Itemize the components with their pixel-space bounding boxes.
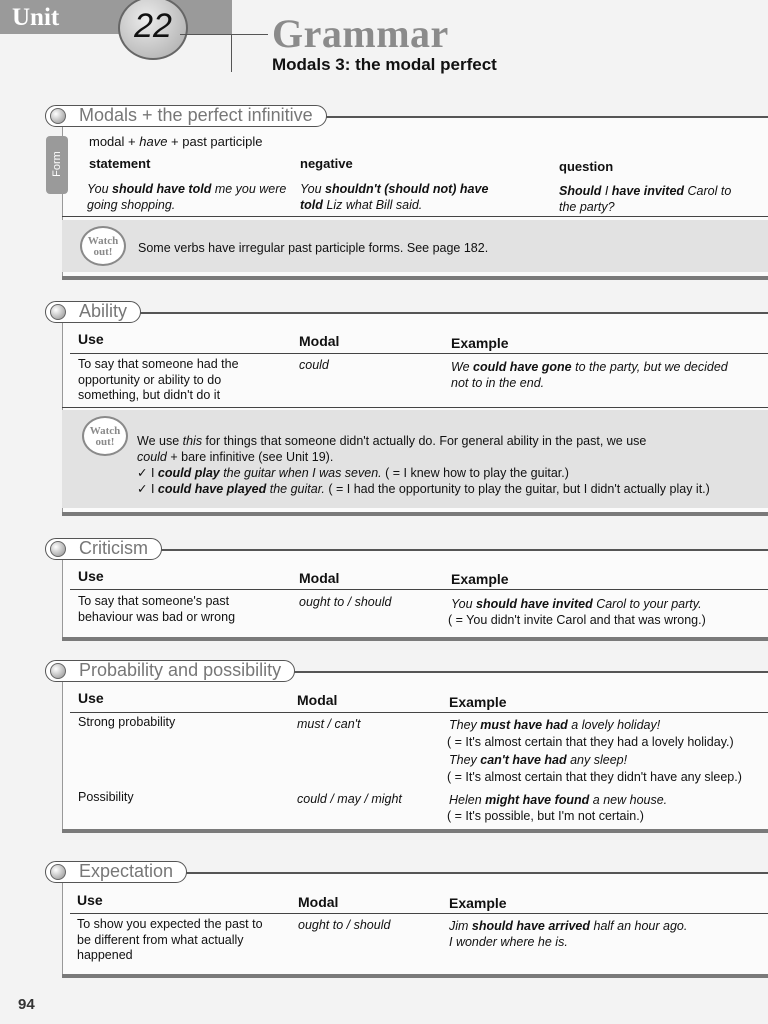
emphasis: should have invited — [476, 597, 593, 611]
example-question — [559, 184, 739, 215]
text: They — [449, 718, 481, 732]
watch-line — [137, 465, 767, 481]
emphasis: Should — [559, 184, 602, 198]
bullet-icon — [50, 864, 66, 880]
section-title-text: Modals + the perfect infinitive — [79, 105, 313, 125]
text: You — [300, 182, 326, 196]
italic: could — [137, 450, 167, 464]
modal-cell: must / can't — [297, 717, 361, 731]
header-divider-vertical — [231, 34, 232, 72]
header-example: Example — [449, 694, 507, 710]
bullet-icon — [50, 541, 66, 557]
formula-text: + past participle — [167, 134, 263, 149]
section-title-text: Expectation — [79, 861, 174, 881]
text: to the party, but we decided not to in the end. — [451, 360, 728, 390]
text: any sleep! — [566, 753, 628, 767]
text: We — [451, 360, 473, 374]
use-cell: To say that someone had the opportunity or ability to do something, but didn't do it — [78, 357, 239, 402]
text: half an hour ago. — [590, 919, 688, 933]
watch-out-icon: Watch out! — [82, 416, 128, 456]
use-cell: To say that someone's past behaviour was bad or wrong — [78, 594, 236, 624]
example-statement — [87, 182, 287, 213]
emphasis: can't have had — [480, 753, 567, 767]
section-expectation — [62, 860, 768, 974]
watch-out-text: Some verbs have irregular past participle forms. See page 182. — [138, 241, 489, 255]
text: Helen — [449, 793, 486, 807]
text: a lovely holiday! — [567, 718, 661, 732]
emphasis: shouldn't (should not) have told — [300, 182, 489, 212]
section-title — [45, 301, 141, 323]
italic: the guitar. — [266, 482, 325, 496]
example-negative — [300, 182, 510, 213]
emphasis: should have arrived — [471, 919, 591, 933]
bullet-icon — [50, 108, 66, 124]
example-cell — [449, 793, 667, 809]
modal-cell: could / may / might — [297, 792, 402, 806]
page-number: 94 — [18, 996, 35, 1013]
section-form — [51, 104, 768, 276]
emphasis: should have told — [112, 182, 212, 196]
header-use: Use — [78, 690, 104, 706]
text: Liz what Bill said. — [322, 197, 423, 212]
text: Carol to your party. — [592, 597, 702, 611]
header-example: Example — [451, 571, 509, 587]
text: They — [449, 753, 481, 767]
section-probability — [62, 659, 768, 829]
header-modal: Modal — [299, 570, 340, 586]
emphasis: could play — [157, 466, 220, 480]
check-icon: ✓ — [137, 466, 148, 480]
header-divider — [180, 34, 268, 35]
modal-cell: ought to / should — [298, 918, 391, 932]
header-divider — [70, 712, 768, 713]
section-criticism — [62, 537, 768, 637]
section-title-text: Probability and possibility — [79, 660, 282, 680]
header-modal: Modal — [298, 894, 339, 910]
text: ( = I had the opportunity to play the guitar, but I didn't actually play it.) — [324, 482, 710, 496]
header-divider — [70, 913, 768, 914]
formula-text: modal + — [89, 134, 140, 149]
header-negative: negative — [300, 156, 353, 171]
header-example: Example — [449, 895, 507, 911]
example-line: I wonder where he is. — [449, 935, 568, 949]
emphasis: must have had — [480, 718, 568, 732]
text: me you were going shopping. — [87, 182, 287, 212]
header-use: Use — [77, 892, 103, 908]
text: You — [451, 597, 477, 611]
use-cell: To show you expected the past to be different from what actually happened — [77, 917, 263, 962]
text: ( = I knew how to play the guitar.) — [381, 466, 569, 480]
text: I — [147, 466, 158, 480]
divider — [62, 407, 768, 408]
form-tab — [46, 136, 68, 194]
unit-number-badge — [118, 0, 188, 60]
unit-band — [0, 0, 232, 34]
example-cell — [449, 919, 749, 935]
form-tab-label: Form — [51, 151, 63, 177]
text: We use — [137, 434, 183, 448]
watch-line — [137, 449, 767, 465]
text: You — [87, 182, 113, 196]
header-statement: statement — [89, 156, 151, 171]
page-heading: Grammar — [272, 11, 449, 56]
watch-out-text — [137, 433, 767, 497]
example-note: ( = You didn't invite Carol and that was wrong.) — [448, 613, 706, 627]
header-modal: Modal — [297, 692, 338, 708]
emphasis: might have found — [485, 793, 590, 807]
example-cell — [449, 718, 660, 734]
example-note: ( = It's possible, but I'm not certain.) — [447, 809, 644, 823]
example-cell — [451, 360, 731, 391]
header-divider — [70, 589, 768, 590]
italic: this — [182, 434, 203, 448]
section-title-text: Criticism — [79, 538, 148, 558]
text: I — [601, 184, 612, 198]
section-title-text: Ability — [79, 301, 128, 321]
header-example: Example — [451, 335, 509, 351]
emphasis: could have played — [157, 482, 267, 496]
text: Carol to the party? — [559, 184, 732, 214]
check-icon: ✓ — [137, 482, 148, 496]
example-cell — [451, 597, 751, 613]
header-divider — [70, 353, 768, 354]
watch-out-icon: Watch out! — [80, 226, 126, 266]
example-note: ( = It's almost certain that they didn't have any sleep.) — [447, 770, 742, 784]
italic: the guitar when I was seven. — [219, 466, 382, 480]
use-cell: Possibility — [78, 790, 134, 804]
watch-line — [137, 481, 767, 497]
text: + bare infinitive (see Unit 19). — [166, 450, 334, 464]
divider — [62, 216, 768, 217]
form-formula — [89, 134, 262, 150]
text: for things that someone didn't actually do. For general ability in the past, we use — [202, 434, 647, 448]
text: I — [147, 482, 158, 496]
section-title — [45, 861, 187, 883]
watch-line — [137, 433, 767, 449]
bullet-icon — [50, 663, 66, 679]
bullet-icon — [50, 304, 66, 320]
header-question: question — [559, 159, 614, 174]
unit-label: Unit — [12, 4, 60, 31]
text: a new house. — [589, 793, 668, 807]
formula-have: have — [139, 134, 168, 149]
header-use: Use — [78, 331, 104, 347]
unit-number: 22 — [134, 7, 172, 45]
modal-cell: could — [299, 358, 329, 372]
header-use: Use — [78, 568, 104, 584]
section-ability — [62, 300, 768, 512]
text: Jim — [449, 919, 472, 933]
page-subtitle: Modals 3: the modal perfect — [272, 55, 497, 74]
example-cell — [449, 753, 627, 769]
section-title — [45, 660, 295, 682]
header-modal: Modal — [299, 333, 340, 349]
example-note: ( = It's almost certain that they had a lovely holiday.) — [447, 735, 734, 749]
section-title — [45, 105, 327, 127]
emphasis: could have gone — [473, 360, 572, 374]
modal-cell: ought to / should — [299, 595, 392, 609]
emphasis: have invited — [611, 184, 685, 198]
use-cell: Strong probability — [78, 715, 176, 729]
section-title — [45, 538, 162, 560]
